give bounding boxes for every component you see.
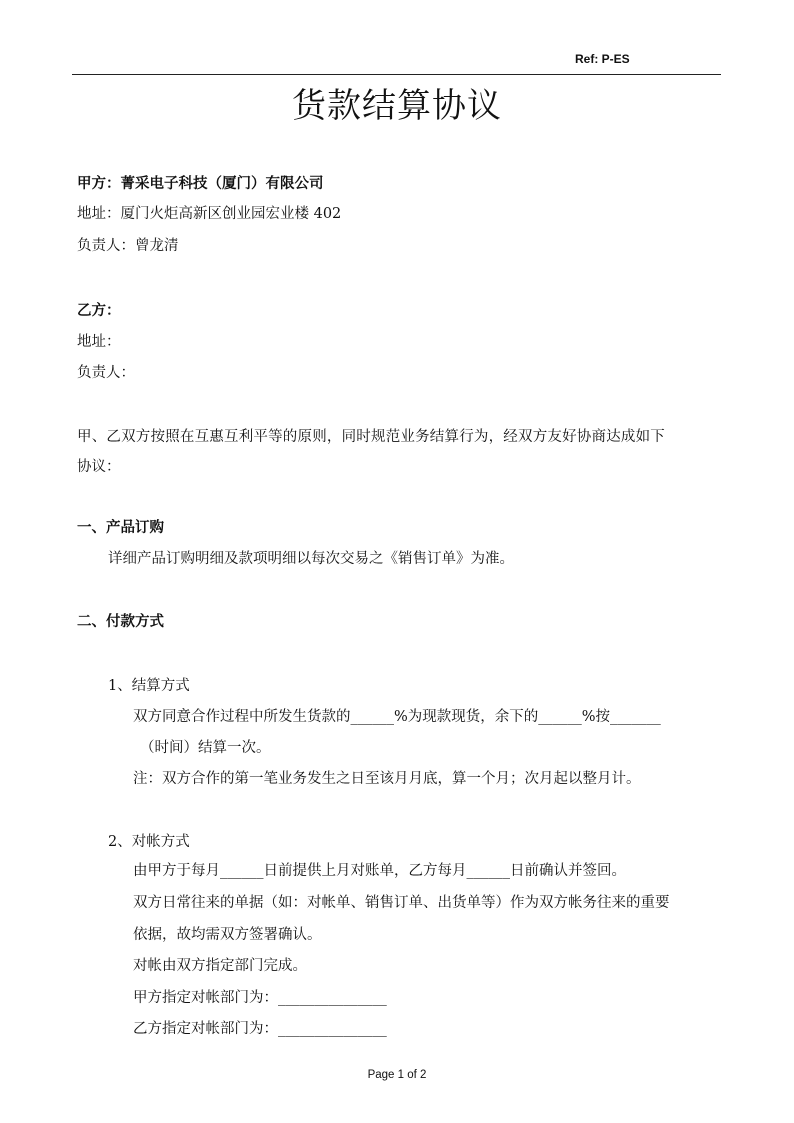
settlement-note: 注：双方合作的第一笔业务发生之日至该月月底，算一个月；次月起以整月计。 [133, 771, 641, 787]
reconciliation-line: 双方日常往来的单据（如：对帐单、销售订单、出货单等）作为双方帐务往来的重要 [133, 895, 670, 911]
party-a-name: 甲方：菁采电子科技（厦门）有限公司 [77, 175, 324, 192]
party-b-name: 乙方： [77, 302, 121, 319]
reconciliation-line: 对帐由双方指定部门完成。 [133, 958, 307, 974]
intro-line-2: 协议： [77, 459, 121, 475]
subsection-1-heading: 1、结算方式 [108, 678, 190, 694]
section-1-text: 详细产品订购明细及款项明细以每次交易之《销售订单》为准。 [108, 551, 514, 567]
settlement-line: （时间）结算一次。 [140, 740, 271, 756]
party-b-address: 地址： [77, 334, 121, 350]
reference-number: Ref: P-ES [575, 52, 630, 66]
section-1-heading: 一、产品订购 [77, 519, 164, 536]
page-number: Page 1 of 2 [367, 1069, 427, 1081]
reconciliation-line: 由甲方于每月______日前提供上月对账单，乙方每月______日前确认并签回。 [133, 863, 626, 879]
party-b-contact: 负责人： [77, 365, 135, 381]
document-title: 货款结算协议 [292, 86, 502, 126]
party-a-address: 地址：厦门火炬高新区创业园宏业楼 402 [77, 206, 342, 222]
party-a-department: 甲方指定对帐部门为：_______________ [133, 990, 387, 1006]
party-b-department: 乙方指定对帐部门为：_______________ [133, 1021, 387, 1037]
party-a-contact: 负责人：曾龙清 [77, 238, 179, 254]
subsection-2-heading: 2、对帐方式 [108, 834, 190, 850]
section-2-heading: 二、付款方式 [77, 613, 164, 630]
intro-line-1: 甲、乙双方按照在互惠互利平等的原则，同时规范业务结算行为，经双方友好协商达成如下 [77, 429, 665, 445]
header-rule [72, 74, 721, 75]
reconciliation-line: 依据，故均需双方签署确认。 [133, 927, 322, 943]
settlement-line: 双方同意合作过程中所发生货款的______%为现款现货，余下的______%按_______ [133, 709, 661, 725]
